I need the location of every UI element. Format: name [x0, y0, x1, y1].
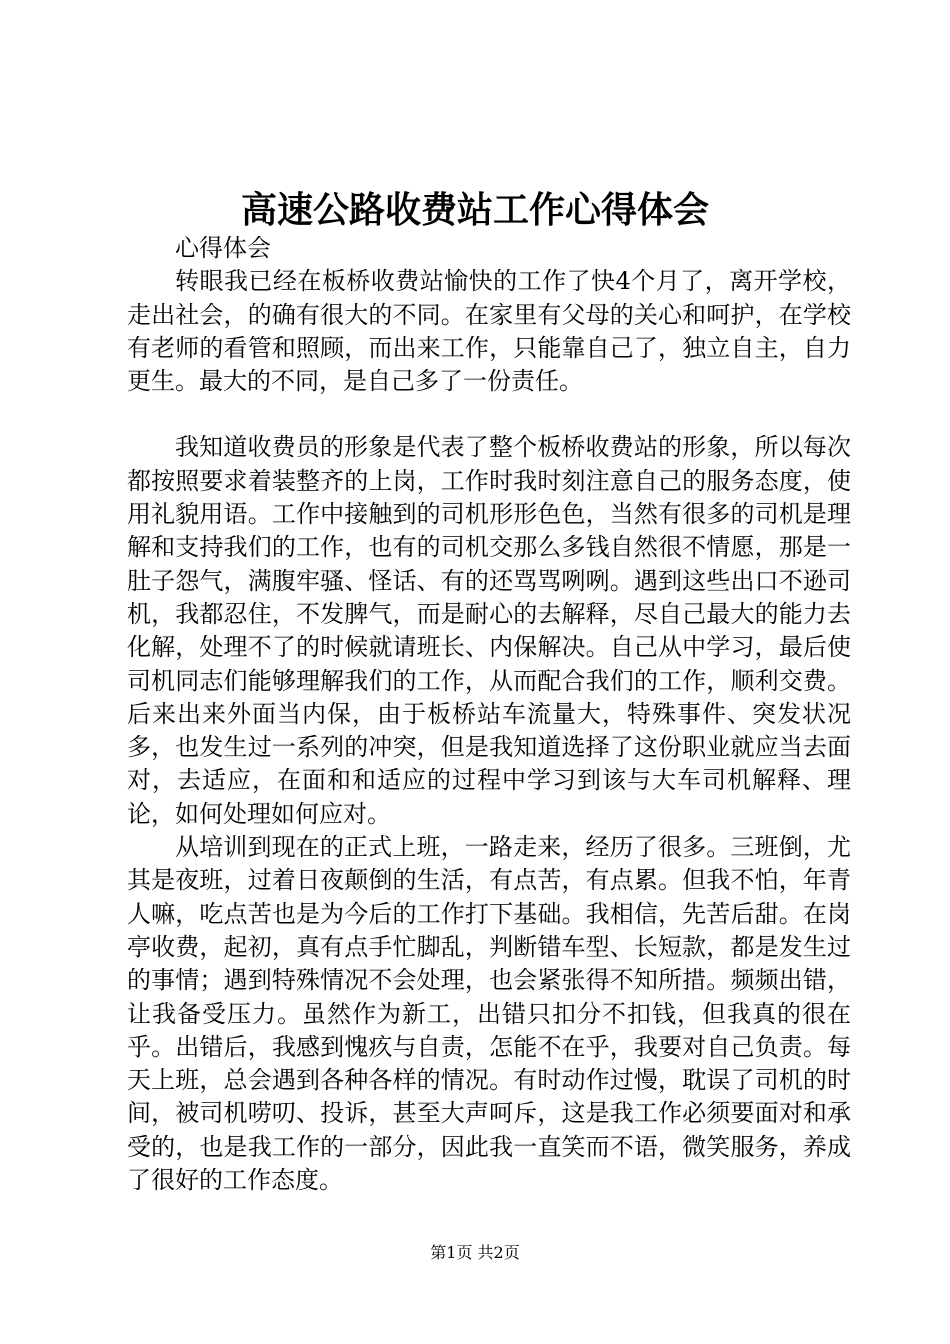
paragraph-training: 从培训到现在的正式上班，一路走来，经历了很多。三班倒，尤其是夜班，过着日夜颠倒的生活，有点苦，有点累。但我不怕，年青人嘛，吃点苦也是为今后的工作打下基础。我相信，先苦后甜。在岗亭收费，起初，真有点手忙脚乱，判断错车型、长短款，都是发生过的事情；遇到特殊情况不会处理，也会紧张得不知所措。频频出错，让我备受压力。虽然作为新工，出错只扣分不扣钱，但我真的很在乎。出错后，我感到愧疚与自责，怎能不在乎，我要对自己负责。每天上班，总会遇到各种各样的情况。有时动作过慢，耽误了司机的时间，被司机唠叨、投诉，甚至大声呵斥，这是我工作必须要面对和承受的，也是我工作的一部分，因此我一直笑而不语，微笑服务，养成了很好的工作态度。 [127, 833, 851, 1195]
paragraph-image: 我知道收费员的形象是代表了整个板桥收费站的形象，所以每次都按照要求着装整齐的上岗，工作时我时刻注意自己的服务态度，使用礼貌用语。工作中接触到的司机形形色色，当然有很多的司机是理解和支持我们的工作，也有的司机交那么多钱自然很不情愿，那是一肚子怨气，满腹牢骚、怪话、有的还骂骂咧咧。遇到这些出口不逊司机，我都忍住，不发脾气，而是耐心的去解释，尽自己最大的能力去化解，处理不了的时候就请班长、内保解决。自己从中学习，最后使司机同志们能够理解我们的工作，从而配合我们的工作，顺利交费。后来出来外面当内保，由于板桥站车流量大，特殊事件、突发状况多，也发生过一系列的冲突，但是我知道选择了这份职业就应当去面对，去适应，在面和和适应的过程中学习到该与大车司机解释、理论，如何处理如何应对。 [127, 433, 851, 828]
document-body [127, 232, 851, 1197]
document-title: 高速公路收费站工作心得体会 [240, 189, 709, 231]
page-footer: 第1页 共2页 [430, 1243, 520, 1262]
paragraph-intro: 转眼我已经在板桥收费站愉快的工作了快4个月了，离开学校，走出社会，的确有很大的不同。在家里有父母的关心和呵护，在学校有老师的看管和照顾，而出来工作，只能靠自己了，独立自主，自力更生。最大的不同，是自己多了一份责任。 [127, 267, 851, 396]
paragraph-heading: 心得体会 [175, 234, 271, 262]
